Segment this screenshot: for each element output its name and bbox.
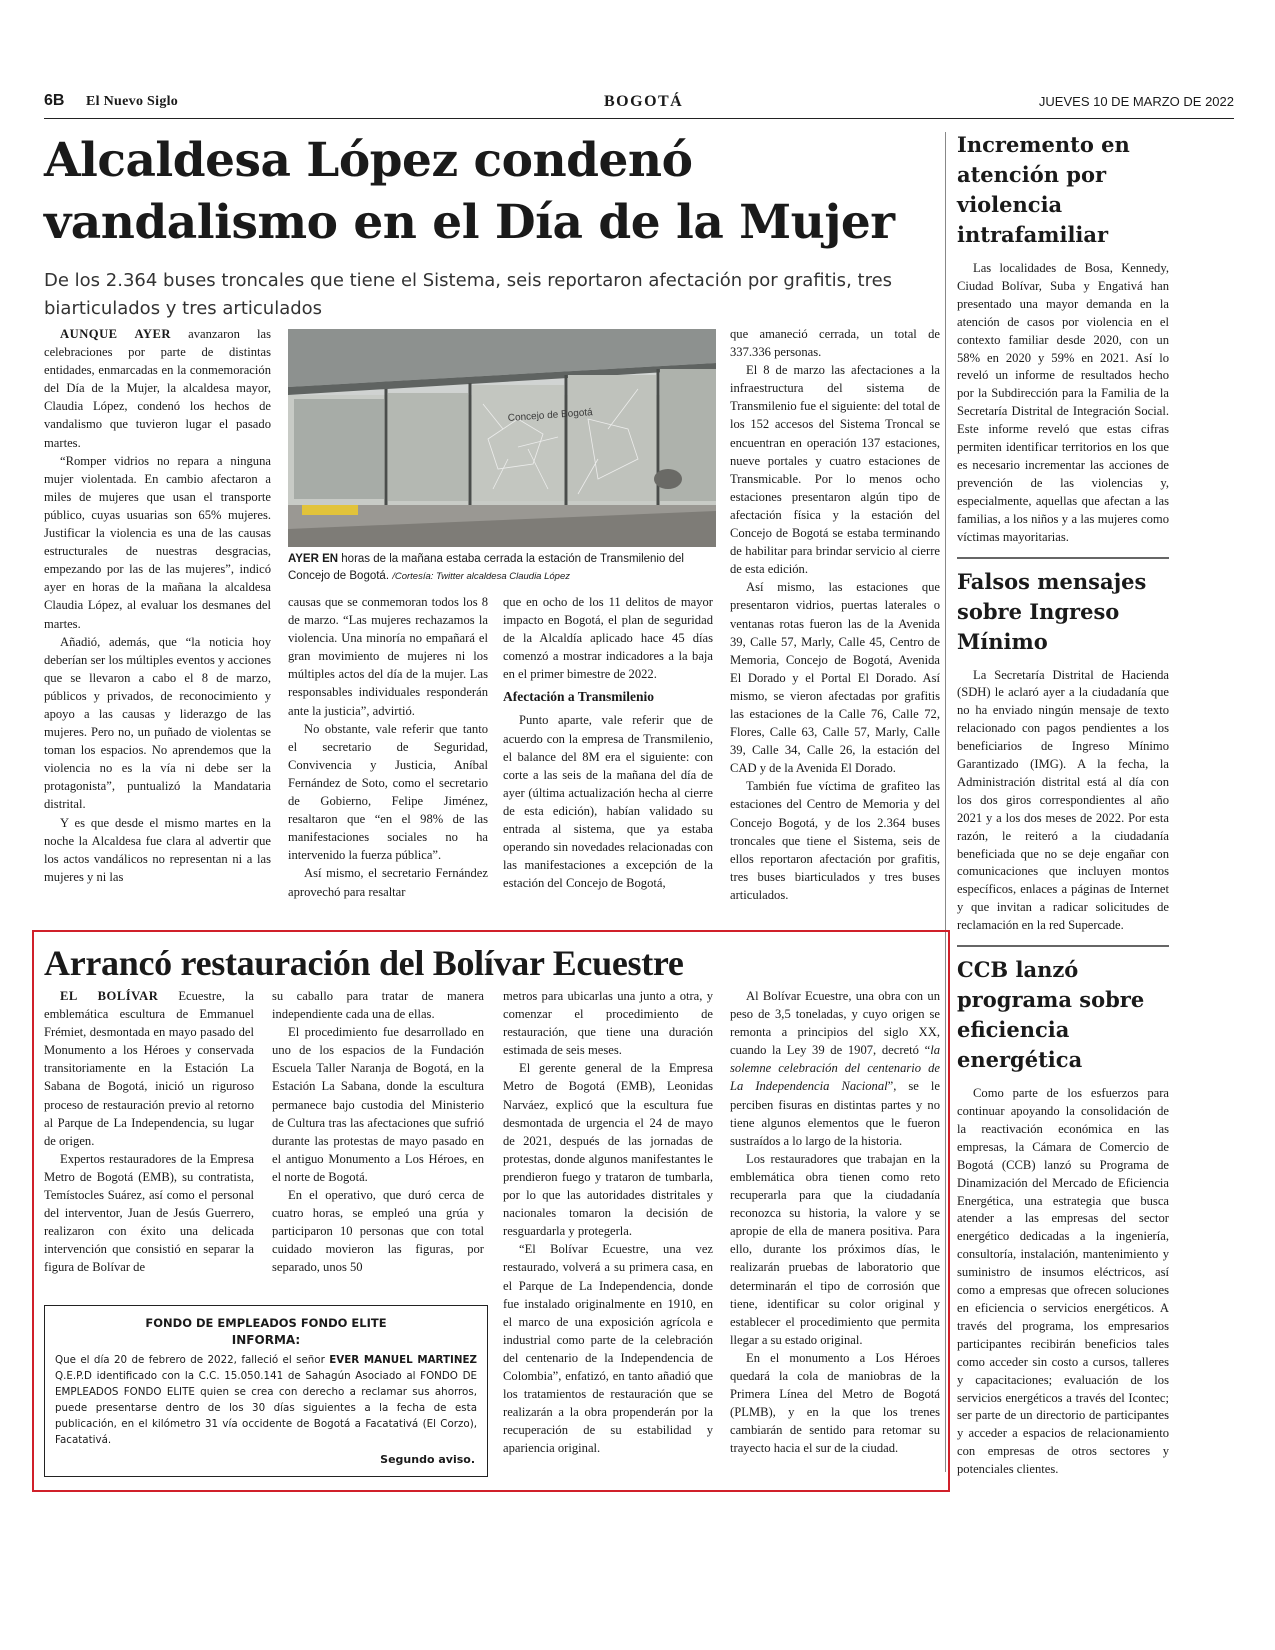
sidebar-body-messages (957, 667, 1169, 936)
notice-person: EVER MANUEL MARTINEZ (329, 1354, 477, 1366)
paragraph: En el monumento a Los Héroes quedará la cola de maniobras de la Primera Línea del Metro de Bogotá (PLMB), y en la que los trenes cambiarán de sentido para retomar su trayecto hacia el sur de la ciudad. (730, 1350, 940, 1456)
paragraph (44, 987, 254, 1150)
paragraph: que amaneció cerrada, un total de 337.336 personas. (730, 327, 940, 360)
section-name: BOGOTÁ (604, 93, 684, 110)
paragraph: Las localidades de Bosa, Kennedy, Ciudad Bolívar, Suba y Engativá han presentado una mayor demanda en la atención de casos por violencia en el contexto familiar desde 2020, con un 58% en 2020 y 59% en 2021. Así lo reveló un informe de resultados hecho por la Subdirección para la Familia de la Secretaría Distrital de Integración Social. Este informe reveló que estas cifras permiten identificar territorios en los que es necesario incrementar las acciones de prevención de las violencias y, especialmente, aquellas que afectan a las familias, a los niños y a las mujeres como víctimas mayoritarias. (957, 261, 1169, 544)
paragraph: Como parte de los esfuerzos para continuar apoyando la consolidación de la reactivación económica en las empresas, la Cámara de Comercio de Bogotá (CCB) lanzó su Programa de Dinamización del Mercado de Eficiencia Energética, una estrategia que busca atender a las empresas del sector energético dedicadas a la ingeniería, consultoría, instalación, mantenimiento y suministro de insumos eléctricos, así como a empresas que ofrecen soluciones en eficiencia o servicios energéticos. A través del programa, los empresarios participantes recibirán beneficios tales como acceder sin costo a cursos, talleres y capacitaciones; evaluación de los servicios energéticos a través del Icontec; ser parte de un directorio de participantes y acceder a espacios de relacionamiento con empresas de otros sectores y potenciales clientes. (957, 1086, 1169, 1477)
lead-in: EL BOLÍVAR (60, 989, 159, 1003)
notice-body (55, 1352, 477, 1448)
sidebar-body-ccb (957, 1085, 1169, 1479)
main-column-3 (503, 593, 713, 892)
caption-text: horas de la mañana estaba cerrada la estación de Transmilenio del Concejo de Bogotá. (288, 553, 684, 582)
main-subheadline: De los 2.364 buses troncales que tiene el Sistema, seis reportaron afectación por grafitis, tres biarticulados y tres articulados (44, 270, 893, 319)
quoted-decree: la solemne celebración del centenario de La Independencia Nacional (730, 1043, 940, 1094)
paragraph: Expertos restauradores de la Empresa Metro de Bogotá (EMB), su contratista, Temístocles Suárez, así como el personal del interventor, Juan de Jesús Guerrero, realizaron con éxito una delicada intervención que consistió en separar la figura de Bolívar de (44, 1151, 254, 1275)
bolivar-column-1 (44, 987, 254, 1277)
notice-subtitle: INFORMA: (231, 1333, 301, 1347)
paragraph: Así mismo, las estaciones que presentaron vidrios, puertas laterales o ventanas rotas fueron las de la Avenida 39, Calle 57, Marly, Calle 45, Centro de Memoria, Concejo de Bogotá, Avenida El Dorado y el Portal El Dorado. Así mismo, se vieron afectadas por grafitis las estaciones de la Calle 76, Calle 72, Flores, Calle 63, Calle 57, Marly, Calle 39, Calle 34, Calle 26, la estación del CAD y de la Avenida El Dorado. (730, 580, 940, 776)
paragraph: “El Bolívar Ecuestre, una vez restaurado, volverá a su primera casa, en el Parque de La Independencia, donde fue instalado originalmente en 1910, en el marco de una exposición agrícola e industrial como parte de la celebración del centenario de la Independencia de Colombia”, enfatizó, en tanto añadió que los tratamientos de restauración que se realizarán a la obra propenderán por la recuperación de su estabilidad y apariencia original. (503, 1242, 713, 1456)
paragraph: Punto aparte, vale referir que de acuerdo con la empresa de Transmilenio, el balance del 8M era el siguiente: con corte a las seis de la mañana del día de ayer (última actualización hecha al cierre de esta edición), habían validado su entrada al sistema, que ya estaba operando sin novedades relacionadas con las manifestaciones a excepción de la estación del Concejo de Bogotá, (503, 713, 713, 891)
main-headline: Alcaldesa López condenó vandalismo en el Día de la Mujer (44, 133, 895, 250)
section-subhead: Afectación a Transmilenio (503, 689, 654, 705)
paragraph: La Secretaría Distrital de Hacienda (SDH) le aclaró ayer a la ciudadanía que no ha enviado ningún mensaje de texto relacionado con pagos pendientes a los beneficiarios de Ingreso Mínimo Garantizado (IMG). A la fecha, la Administración distrital está al día con los dos giros correspondientes al año 2021 y a los dos meses de 2022. Por esta razón, le reiteró a la ciudadanía beneficiada que no se deje engañar con comunicaciones que incluyen montos específicos, enlaces a páginas de Internet y que invitan a radicar solicitudes de reclamación en la red Supercade. (957, 667, 1169, 933)
main-column-4 (730, 325, 940, 904)
main-column-2 (288, 593, 488, 901)
paragraph-text: Ecuestre, la emblemática escultura de Emmanuel Frémiet, desmontada en mayo pasado del Monumento a los Héroes y conservada transitoriamente en la Estación La Sabana de Bogotá, inició un riguroso proceso de restauración previo al retorno al Parque de La Independencia, su lugar de origen. (44, 989, 254, 1148)
paragraph: que en ocho de los 11 delitos de mayor impacto en Bogotá, el plan de seguridad de la Alcaldía aplicado hace 45 días comenzó a mostrar indicadores a la baja en el primer bimestre de 2022. (503, 595, 713, 682)
bolivar-column-2 (272, 987, 484, 1277)
classified-notice (44, 1305, 488, 1477)
paragraph: En el operativo, que duró cerca de cuatro horas, se empleó una grúa y participaron 10 personas que con total cuidado movieron las figuras, por separado, unos 50 (272, 1188, 484, 1275)
paragraph: Y es que desde el mismo martes en la noche la Alcaldesa fue clara al advertir que los actos vandálicos no representan ni a las mujeres y ni las (44, 815, 271, 884)
paragraph: Añadió, además, que “la noticia hoy deberían ser los múltiples eventos y acciones que se llevaron a cabo el 8 de marzo, públicos y privados, de reconocimiento y apoyo a las causas y liderazgo de las mujeres. Pero no, un puñado de violentas se toman los espacios. No aprendemos que la violencia no es la vía ni debe ser la protagonista”, puntualizó la Mandataria distrital. (44, 634, 271, 812)
paragraph: El 8 de marzo las afectaciones a la infraestructura del sistema de Transmilenio fue el siguiente: del total de los 152 accesos del Sistema Troncal se encuentran en operación 137 estaciones, nueve portales y cuatro estaciones de Transmicable. Por lo menos ocho estaciones presentaron algún tipo de afectación física y la estación del Concejo de Bogotá se estaba terminando de habilitar para brindar servicio al cierre de esta edición. (730, 363, 940, 577)
sidebar (957, 130, 1169, 1479)
paragraph-text: Al Bolívar Ecuestre, una obra con un peso de 3,5 toneladas, y cuyo origen se remonta a principios del siglo XX, cuando la Ley 39 de 1907, decretó “ (730, 989, 940, 1058)
page-number: 6B (44, 92, 65, 109)
notice-text: Q.E.P.D identificado con la C.C. 15.050.141 de Sahagún Asociado al FONDO DE EMPLEADOS FONDO ELITE quien se crea con derecho a reclamar sus ahorros, puede presentarse dentro de los 30 días siguientes a la fecha de esta publicación, en el kilómetro 31 vía occidente de Bogotá a Facatativá (El Corzo), Facatativá. (55, 1370, 477, 1446)
sidebar-separator (957, 557, 1169, 559)
bolivar-column-3 (503, 987, 713, 1457)
paragraph: Así mismo, el secretario Fernández aprovechó para resaltar (288, 866, 488, 899)
paragraph (44, 325, 271, 452)
page-header (44, 92, 1234, 119)
paragraph-text: ”, se le perciben fisuras en distintas partes y no tiene algunos elementos que le fueron sustraídos a lo largo de la historia. (730, 1079, 940, 1148)
paragraph (730, 987, 940, 1150)
paragraph: Los restauradores que trabajan en la emblemática obra tienen como reto recuperarla para que la ciudadanía reconozca su historia, la valore y se apropie de ella de manera positiva. Para ello, durante los próximos días, le realizarán pruebas de laboratorio que determinarán el tipo de corrosión que tiene, identificar su color original y establecer el procedimiento que permita llegar a su estado original. (730, 1151, 940, 1347)
sidebar-title-messages: Falsos mensajes sobre Ingreso Mínimo (957, 568, 1147, 654)
paragraph: El gerente general de la Empresa Metro de Bogotá (EMB), Leonidas Narváez, explicó que la escultura fue desmontada de urgencia el 24 de mayo de 2021, después de las jornadas de protestas, donde algunos manifestantes le prendieron fuego y trataron de tumbarla, por lo que las autoridades distritales y nacionales tomaron la decisión de resguardarla y protegerla. (503, 1061, 713, 1239)
notice-footer: Segundo aviso. (380, 1453, 475, 1466)
bolivar-headline: Arrancó restauración del Bolívar Ecuestre (44, 943, 684, 983)
paragraph: su caballo para tratar de manera independiente cada una de ellas. (272, 989, 484, 1022)
paragraph: “Romper vidrios no repara a ninguna mujer violentada. En cambio afectaron a miles de mujeres que usan el transporte público, cuyas usuarias son 65% mujeres. Justificar la violencia es una de las causas estructurales de nuestras desgracias, empezando por las de las mujeres”, indicó ayer en horas de la mañana la alcaldesa Claudia López, al evaluar los desmanes del martes. (44, 453, 271, 631)
sidebar-body-violence (957, 260, 1169, 547)
notice-title: FONDO DE EMPLEADOS FONDO ELITE (145, 1316, 387, 1330)
lead-in: AUNQUE AYER (60, 327, 172, 341)
sidebar-title-violence: Incremento en atención por violencia intrafamiliar (957, 132, 1130, 247)
transmilenio-station-photo (288, 329, 716, 547)
paragraph: causas que se conmemoran todos los 8 de marzo. “Las mujeres rechazamos la violencia. Una minoría no empañará el gran movimiento de mujeres ni los múltiples actos del día de la mujer. Las responsables individuales responderán ante la justicia”, advirtió. (288, 595, 488, 718)
station-sign-text: Concejo de Bogotá (507, 407, 594, 424)
notice-text: Que el día 20 de febrero de 2022, falleció el señor (55, 1354, 330, 1366)
main-column-1 (44, 325, 271, 886)
issue-date: JUEVES 10 DE MARZO DE 2022 (1038, 94, 1234, 109)
caption-lead: AYER EN (288, 553, 339, 565)
paragraph-text: avanzaron las celebraciones por parte de distintas entidades, enmarcadas en la conmemoración del Día de la Mujer, la alcaldesa mayor, Claudia López, condenó los hechos de vandalismo que tuvieron lugar el pasado martes. (44, 327, 271, 450)
photo-credit: /Cortesía: Twitter alcaldesa Claudia López (392, 571, 570, 582)
sidebar-separator (957, 945, 1169, 947)
sidebar-title-ccb: CCB lanzó programa sobre eficiencia energética (957, 957, 1145, 1073)
photo-caption (288, 551, 716, 585)
paragraph: El procedimiento fue desarrollado en uno de los espacios de la Fundación Escuela Taller Naranja de Bogotá, en la Estación La Sabana, donde la escultura permanece bajo custodia del Ministerio de Cultura tras las afectaciones que sufrió durante las protestas de mayo pasado en el antiguo Monumento a Los Héroes, en el norte de Bogotá. (272, 1025, 484, 1184)
paragraph: metros para ubicarlas una junto a otra, y comenzar el procedimiento de restauración, que tiene una duración estimada de seis meses. (503, 989, 713, 1058)
newspaper-name: El Nuevo Siglo (86, 94, 179, 109)
paragraph: No obstante, vale referir que tanto el secretario de Seguridad, Convivencia y Justicia, Aníbal Fernández de Soto, como el secretario de Gobierno, Felipe Jiménez, resaltaron que “en el 98% de las manifestaciones sociales no ha intervenido la fuerza pública”. (288, 721, 488, 863)
bolivar-column-4 (730, 987, 940, 1457)
paragraph: También fue víctima de grafiteo las estaciones del Centro de Memoria y del Concejo Bogotá, y de los 2.364 buses troncales que tiene el Sistema, seis de ellos reportaron afectación por grafitis, tres buses biarticulados y tres buses articulados. (730, 779, 940, 902)
